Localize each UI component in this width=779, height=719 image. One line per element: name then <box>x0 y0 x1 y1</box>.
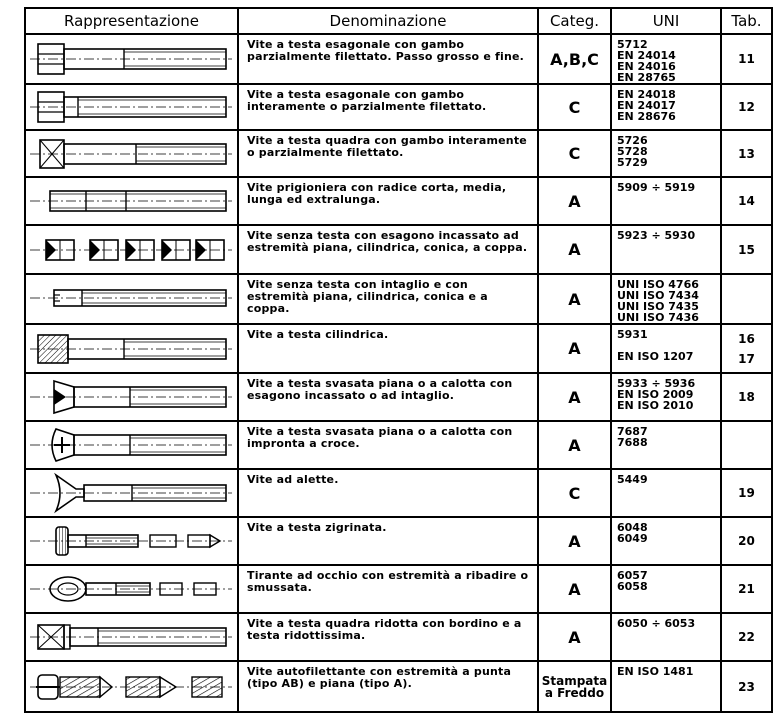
table-row <box>25 421 772 469</box>
uni-code: 5712 <box>617 38 648 51</box>
header-denominazione: Denominazione <box>238 8 538 34</box>
uni-code: EN 28765 <box>617 71 676 84</box>
table-row <box>25 34 772 84</box>
denominazione-cell: Vite a testa esagonale con gambo parzialmente filettato. Passo grosso e fine. <box>238 34 538 84</box>
hex-socket-set-screw-icon <box>25 225 238 274</box>
uni-code: 5449 <box>617 473 648 486</box>
tab-cell <box>721 613 772 661</box>
uni-code: 5923 ÷ 5930 <box>617 229 696 242</box>
uni-code: 5933 ÷ 5936 <box>617 377 696 390</box>
tab-cell <box>721 225 772 274</box>
tab-cell <box>721 661 772 712</box>
uni-code: EN ISO 2009 <box>617 388 694 401</box>
categoria-cell: A <box>538 177 611 225</box>
tab-number: 19 <box>738 486 755 500</box>
tab-cell <box>721 34 772 84</box>
denominazione-cell: Tirante ad occhio con estremità a ribadire o smussata. <box>238 565 538 613</box>
categoria-cell: A <box>538 517 611 565</box>
uni-code: EN 24018 <box>617 88 676 101</box>
categoria-cell: A <box>538 225 611 274</box>
uni-cell <box>611 130 721 177</box>
uni-code: 6050 ÷ 6053 <box>617 617 696 630</box>
uni-code: UNI ISO 4766 <box>617 278 699 291</box>
uni-code: EN 24014 <box>617 49 676 62</box>
denominazione-cell: Vite a testa quadra con gambo interamente o parzialmente filettato. <box>238 130 538 177</box>
representation-drawing <box>26 422 235 468</box>
representation-drawing <box>26 178 235 224</box>
tab-cell <box>721 565 772 613</box>
categoria-cell: A <box>538 613 611 661</box>
categoria-cell: C <box>538 130 611 177</box>
denominazione-cell: Vite senza testa con esagono incassato ad estremità piana, cilindrica, conica, a coppa. <box>238 225 538 274</box>
representation-drawing <box>26 662 235 711</box>
table-row <box>25 130 772 177</box>
uni-code: 5909 ÷ 5919 <box>617 181 696 194</box>
uni-cell <box>611 421 721 469</box>
categoria-cell: A,B,C <box>538 34 611 84</box>
tab-cell <box>721 274 772 324</box>
table-row <box>25 177 772 225</box>
table-body <box>25 34 772 712</box>
socket-cap-screw-icon <box>25 324 238 373</box>
uni-code: 6057 <box>617 569 648 582</box>
table-row <box>25 84 772 130</box>
denominazione-cell: Vite autofilettante con estremità a punta (tipo AB) e piana (tipo A). <box>238 661 538 712</box>
eye-bolt-icon <box>25 565 238 613</box>
header-uni: UNI <box>611 8 721 34</box>
uni-code: 5728 <box>617 145 648 158</box>
table-row <box>25 324 772 373</box>
tab-number: 13 <box>738 146 755 161</box>
representation-drawing <box>26 374 235 420</box>
denominazione-cell: Vite a testa esagonale con gambo interamente o parzialmente filettato. <box>238 84 538 130</box>
uni-code: UNI ISO 7436 <box>617 311 699 324</box>
tab-cell <box>721 373 772 421</box>
tab-cell <box>721 469 772 517</box>
tab-number: 12 <box>738 100 755 114</box>
uni-code: UNI ISO 7435 <box>617 300 699 313</box>
categoria-cell: A <box>538 421 611 469</box>
uni-cell <box>611 469 721 517</box>
header-categoria: Categ. <box>538 8 611 34</box>
denominazione-cell: Vite prigioniera con radice corta, media, lunga ed extralunga. <box>238 177 538 225</box>
tab-number: 11 <box>738 52 755 66</box>
header-rappresentazione: Rappresentazione <box>25 8 238 34</box>
table-row <box>25 373 772 421</box>
tab-cell <box>721 421 772 469</box>
countersunk-cross-screw-icon <box>25 421 238 469</box>
header-tab: Tab. <box>721 8 772 34</box>
uni-code: 6048 <box>617 521 648 534</box>
uni-code: 5931 <box>617 328 648 341</box>
representation-drawing <box>26 85 235 129</box>
self-tapping-screw-icon <box>25 661 238 712</box>
square-collar-screw-icon <box>25 613 238 661</box>
uni-cell <box>611 517 721 565</box>
screw-table <box>24 7 773 713</box>
representation-drawing <box>26 325 235 372</box>
denominazione-cell: Vite a testa svasata piana o a calotta con esagono incassato o ad intaglio. <box>238 373 538 421</box>
square-head-screw-icon <box>25 130 238 177</box>
tab-number: 17 <box>738 351 755 366</box>
uni-cell <box>611 565 721 613</box>
categoria-cell: Stampata a Freddo <box>538 661 611 712</box>
categoria-cell: A <box>538 565 611 613</box>
uni-code: 7687 <box>617 425 648 438</box>
denominazione-cell: Vite a testa cilindrica. <box>238 324 538 373</box>
tab-number: 15 <box>738 242 755 257</box>
uni-cell <box>611 613 721 661</box>
uni-code: EN ISO 2010 <box>617 399 694 412</box>
uni-cell <box>611 34 721 84</box>
uni-code: 7688 <box>617 436 648 449</box>
representation-drawing <box>26 131 235 176</box>
tab-cell <box>721 130 772 177</box>
tab-number: 21 <box>738 582 755 596</box>
table-row <box>25 661 772 712</box>
tab-number: 20 <box>738 534 755 548</box>
categoria-cell: C <box>538 84 611 130</box>
uni-cell <box>611 84 721 130</box>
table-row <box>25 225 772 274</box>
representation-drawing <box>26 275 235 321</box>
uni-cell <box>611 324 721 373</box>
header-row <box>25 8 772 34</box>
uni-code: EN 28676 <box>617 110 676 123</box>
uni-code: 5729 <box>617 156 648 169</box>
table-row <box>25 565 772 613</box>
categoria-cell: A <box>538 373 611 421</box>
representation-drawing <box>26 566 235 612</box>
uni-code: 5726 <box>617 134 648 147</box>
table-row <box>25 469 772 517</box>
uni-cell <box>611 225 721 274</box>
categoria-cell: A <box>538 274 611 324</box>
stud-screw-icon <box>25 177 238 225</box>
tab-cell <box>721 177 772 225</box>
tab-cell <box>721 324 772 373</box>
uni-code: EN ISO 1207 <box>617 350 694 363</box>
representation-drawing <box>26 614 235 660</box>
denominazione-cell: Vite a testa zigrinata. <box>238 517 538 565</box>
knurled-screw-icon <box>25 517 238 565</box>
denominazione-cell: Vite ad alette. <box>238 469 538 517</box>
hex-head-screw-full-thread-icon <box>25 84 238 130</box>
table-row <box>25 613 772 661</box>
uni-cell <box>611 177 721 225</box>
tab-number: 23 <box>738 679 755 694</box>
tab-number: 16 <box>738 331 755 346</box>
uni-code: 6058 <box>617 580 648 593</box>
denominazione-cell: Vite senza testa con intaglio e con estremità piana, cilindrica, conica e a coppa. <box>238 274 538 324</box>
hex-head-screw-partial-thread-icon <box>25 34 238 84</box>
uni-cell <box>611 274 721 324</box>
categoria-cell: A <box>538 324 611 373</box>
denominazione-cell: Vite a testa quadra ridotta con bordino e a testa ridottissima. <box>238 613 538 661</box>
categoria-cell: C <box>538 469 611 517</box>
table-row <box>25 274 772 324</box>
uni-cell <box>611 661 721 712</box>
uni-cell <box>611 373 721 421</box>
tab-number: 22 <box>738 630 755 644</box>
representation-drawing <box>26 470 235 516</box>
tab-cell <box>721 84 772 130</box>
countersunk-hex-socket-screw-icon <box>25 373 238 421</box>
uni-code: 6049 <box>617 532 648 545</box>
representation-drawing <box>26 226 235 273</box>
uni-code: EN 24016 <box>617 60 676 73</box>
tab-number: 18 <box>738 390 755 404</box>
representation-drawing <box>26 518 235 564</box>
tab-cell <box>721 517 772 565</box>
representation-drawing <box>26 35 235 83</box>
wing-screw-icon <box>25 469 238 517</box>
uni-code: EN ISO 1481 <box>617 665 694 678</box>
table-row <box>25 517 772 565</box>
denominazione-cell: Vite a testa svasata piana o a calotta con impronta a croce. <box>238 421 538 469</box>
uni-code: UNI ISO 7434 <box>617 289 699 302</box>
slotted-set-screw-icon <box>25 274 238 324</box>
tab-number: 14 <box>738 194 755 208</box>
uni-code: EN 24017 <box>617 99 676 112</box>
